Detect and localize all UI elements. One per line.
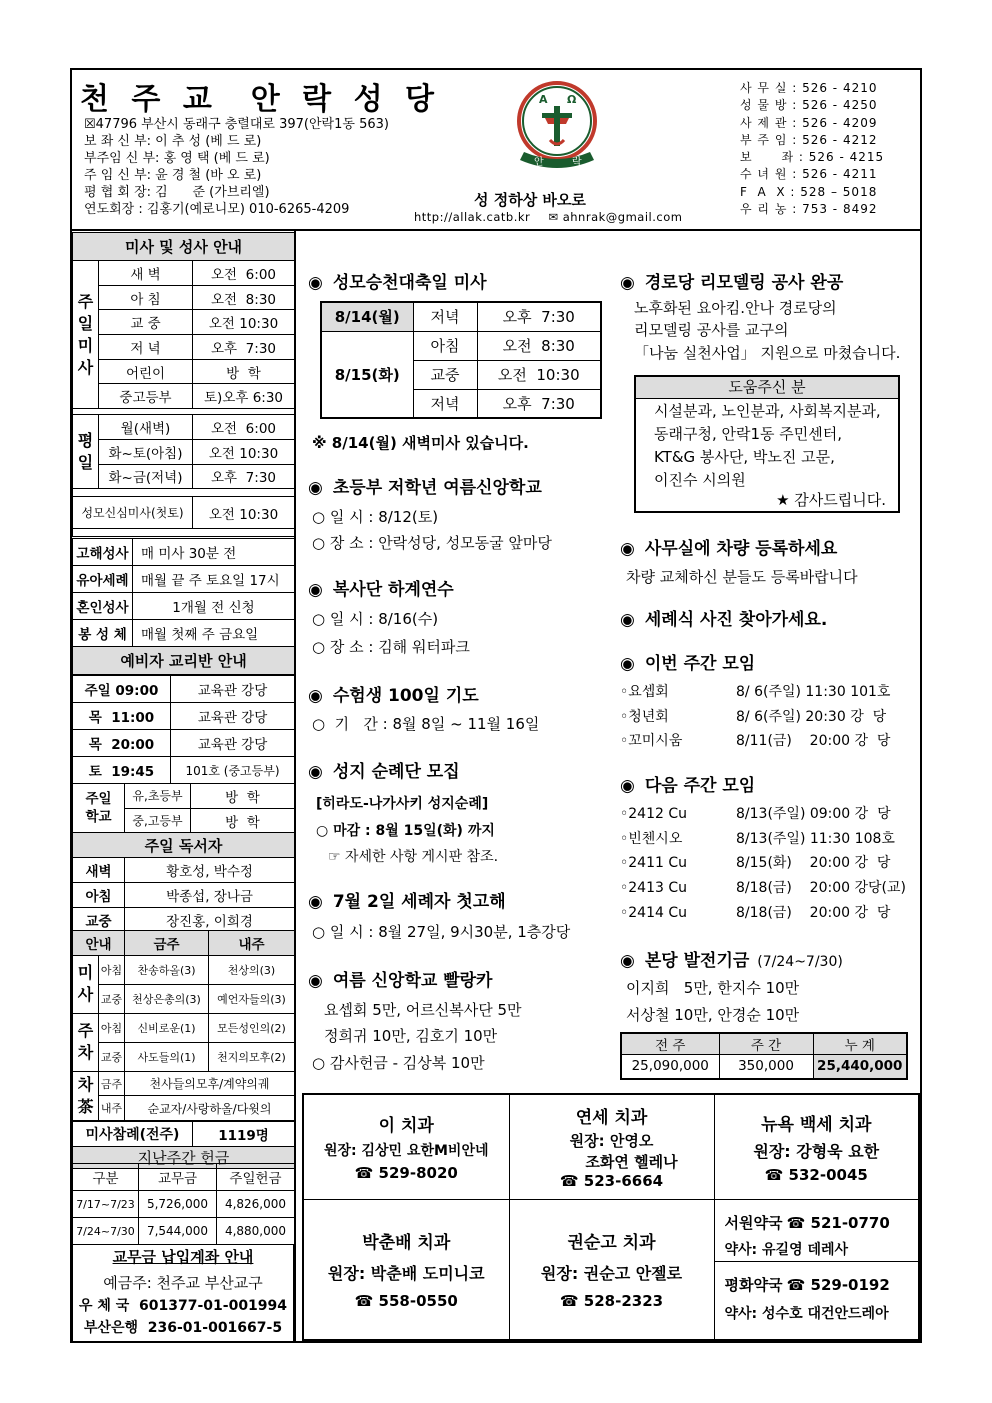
weekday-mass-name: 화~토(아침) (99, 439, 193, 464)
guide-mass: 아침 (99, 1013, 125, 1042)
meeting-group: ◦청년회 (620, 708, 669, 725)
sunday-mass-name: 교 중 (99, 310, 193, 335)
pastor-priest: 주 임 신 부: 윤 경 철 (바 오 로) (84, 168, 262, 183)
ads-grid (302, 1093, 920, 1341)
fund-prev: 25,090,000 (621, 1055, 719, 1079)
parish-logo (510, 76, 604, 180)
offering-sunday: 4,826,000 (217, 1191, 295, 1218)
school-group: 중,고등부 (125, 808, 191, 833)
fund-head: 누 계 (813, 1033, 907, 1055)
bullet-icon: ◉ (620, 654, 635, 674)
helpers-thanks: ★ 감사드립니다. (776, 491, 886, 509)
offering-period: 7/17~7/23 (73, 1191, 139, 1218)
helpers-title: 도움주신 분 (636, 377, 898, 399)
assumption-time: 오후 7:30 (477, 389, 601, 418)
account-box (72, 1245, 294, 1341)
assumption-time: 오전 10:30 (477, 360, 601, 389)
guide-mass: 교중 (99, 1042, 125, 1071)
vice-priest: 부주임 신 부: 홍 영 택 (베 드 로) (84, 151, 270, 166)
dev-fund-line: 서상철 10만, 안경순 10만 (626, 1006, 800, 1024)
offering-period: 7/24~7/30 (73, 1218, 139, 1245)
section-baptism-photo: ◉ 세례식 사진 찾아가세요. (620, 610, 828, 630)
fund-week: 350,000 (719, 1055, 813, 1079)
bullet-icon: ◉ (308, 892, 323, 912)
catechumen-time: 토 19:45 (73, 757, 171, 784)
assumption-date: 8/14(월) (321, 302, 413, 331)
sacrament-name: 혼인성사 (73, 593, 133, 620)
attendance-count: 1119명 (193, 1122, 295, 1147)
guide-hymn: 예언자들의(3) (209, 984, 295, 1013)
dev-fund-line: 이지희 5만, 한지수 10만 (626, 979, 800, 997)
phone-farm: 우 리 농 : 753 - 8492 (740, 202, 878, 217)
offering-table (72, 1163, 295, 1245)
parish-title: 천 주 교 안 락 성 당 (80, 82, 440, 117)
altar-place: ○ 장 소 : 김해 워터파크 (312, 638, 470, 656)
header-info (84, 116, 389, 218)
reader-mass: 새벽 (73, 858, 125, 883)
helper-line: 이진수 시의원 (654, 471, 746, 489)
account-bank: 부산은행 236-01-001667-5 (83, 1320, 283, 1336)
assumption-mass: 저녁 (413, 302, 477, 331)
guide-week: 내주 (99, 1096, 125, 1121)
guide-hymn: 천상의(3) (209, 955, 295, 984)
helper-line: KT&G 봉사단, 박노진 고문, (654, 448, 835, 466)
dev-fund-period: (7/24~7/30) (757, 954, 843, 970)
phone-fax: F A X : 528 – 5018 (740, 184, 878, 199)
sacrament-info: 1개월 전 신청 (133, 593, 295, 620)
heart-mass-time: 오전 10:30 (193, 497, 295, 529)
meeting-time: 8/15(화) 20:00 강 당 (736, 855, 891, 872)
attendance-label: 미사참례(전주) (73, 1122, 193, 1147)
patron-name: 성 정하상 바오로 (474, 191, 586, 209)
meeting-time: 8/13(주일) 09:00 강 당 (736, 806, 891, 822)
bullet-icon: ◉ (308, 686, 323, 706)
sacrament-info: 매 미사 30분 전 (133, 539, 295, 566)
assumption-date: 8/15(화) (321, 331, 413, 418)
sacrament-name: 고해성사 (73, 539, 133, 566)
meeting-group: ◦꼬미시움 (620, 733, 683, 749)
guide-tea: 천사들의모후/계약의궤 (125, 1071, 295, 1096)
school-status: 방 학 (191, 808, 295, 833)
phone-rectory: 사 제 관 : 526 - 4209 (740, 115, 878, 130)
helper-line: 시설분과, 노인분과, 사회복지분과, (654, 402, 881, 420)
catechumen-place: 교육관 강당 (171, 703, 295, 730)
exam-prayer-period: ○ 기 간 : 8월 8일 ~ 11월 16일 (312, 715, 540, 733)
offering-dues: 7,544,000 (139, 1218, 217, 1245)
reader-mass: 아침 (73, 883, 125, 908)
fund-head: 전 주 (621, 1033, 719, 1055)
assumption-mass: 교중 (413, 360, 477, 389)
remodel-line: 노후화된 요아킴.안나 경로당의 (634, 299, 837, 317)
header-divider (70, 229, 922, 231)
pilgrimage-route: [히라도-나가사키 성지순례] (316, 796, 489, 812)
guide-head: 안내 (73, 931, 125, 956)
column-divider (294, 231, 296, 1342)
catechumen-place: 교육관 강당 (171, 676, 295, 703)
section-first-confession: ◉ 7월 2일 세례자 첫고해 (308, 892, 506, 912)
summer-school-date: ○ 일 시 : 8/12(토) (312, 508, 439, 526)
guide-mass: 아침 (99, 955, 125, 984)
pilgrimage-deadline: ○ 마감 : 8월 15일(화) 까지 (316, 823, 495, 839)
guide-tea: 순교자/사랑하올/다윗의 (125, 1096, 295, 1121)
bullet-icon: ◉ (308, 762, 323, 782)
account-title: 교무금 납입계좌 안내 (112, 1248, 254, 1266)
meeting-time: 8/18(금) 20:00 강당(교) (736, 880, 906, 897)
catechumen-time: 목 20:00 (73, 730, 171, 757)
meeting-time: 8/ 6(주일) 20:30 강 당 (736, 708, 887, 725)
guide-next-week: 내주 (209, 931, 295, 956)
car-register-line: 차량 교체하신 분들도 등록바랍니다 (626, 568, 858, 586)
sunday-mass-time: 오전 10:30 (193, 310, 295, 335)
bullet-icon: ◉ (620, 776, 635, 796)
assumption-time: 오전 8:30 (477, 331, 601, 360)
assumption-mass: 저녁 (413, 389, 477, 418)
chuja-guide-label: 주 차 (73, 1013, 99, 1071)
offering-head: 주일헌금 (217, 1164, 295, 1191)
weekday-mass-name: 화~금(저녁) (99, 464, 193, 489)
catechumen-time: 목 11:00 (73, 703, 171, 730)
bullet-icon: ◉ (620, 610, 635, 630)
weekday-label: 평 일 (73, 415, 99, 489)
offering-sunday: 4,880,000 (217, 1218, 295, 1245)
first-confession-date: ○ 일 시 : 8월 27일, 9시30분, 1층강당 (312, 923, 571, 941)
sacrament-name: 유아세례 (73, 566, 133, 593)
weekday-mass-time: 오전 6:00 (193, 415, 295, 440)
meeting-group: ◦2411 Cu (620, 855, 687, 872)
section-pilgrimage: ◉ 성지 순례단 모집 (308, 762, 460, 782)
section-exam-prayer: ◉ 수험생 100일 기도 (308, 686, 479, 706)
assumption-note: ※ 8/14(월) 새벽미사 있습니다. (312, 434, 529, 452)
sacrament-name: 봉 성 체 (73, 620, 133, 647)
guide-hymn: 천상은총의(3) (125, 984, 209, 1013)
ad-dental-2: 연세 치과 원장: 안영오 조화연 헬레나 ☎ 523-6664 (509, 1094, 714, 1199)
section-car-register: ◉ 사무실에 차량 등록하세요 (620, 539, 838, 559)
youth-head: 연도회장 : 김홍기(예로니모) 010-6265-4209 (84, 202, 350, 217)
catechumen-title: 예비자 교리반 안내 (73, 647, 295, 675)
offering-dues: 5,726,000 (139, 1191, 217, 1218)
meeting-group: ◦요셉회 (620, 684, 669, 700)
phone-shop: 성 물 방 : 526 - 4250 (740, 98, 878, 113)
sacrament-info: 매월 끝 주 토요일 17시 (133, 566, 295, 593)
ad-dental-1: 이 치과 원장: 김상민 요한M비안네 ☎ 529-8020 (303, 1094, 509, 1199)
account-post: 우 체 국 601377-01-001994 (78, 1298, 288, 1314)
helper-line: 동래구청, 안락1동 주민센터, (654, 425, 843, 443)
next-week-list (620, 802, 906, 926)
school-group: 유,초등부 (125, 784, 191, 809)
meeting-group: ◦2412 Cu (620, 806, 687, 822)
meeting-group: ◦2413 Cu (620, 880, 687, 897)
council-head: 평 협 회 장: 김 준 (가브리엘) (84, 185, 270, 200)
section-summer-school: ◉ 초등부 저학년 여름신앙학교 (308, 478, 542, 498)
helpers-box (634, 375, 900, 513)
bullet-icon: ◉ (620, 951, 635, 971)
this-week-list (620, 680, 890, 754)
sunday-mass-time: 오전 6:00 (193, 261, 295, 286)
sunday-mass-time: 오후 7:30 (193, 335, 295, 360)
guide-mass: 교중 (99, 984, 125, 1013)
catechumen-table (72, 675, 295, 784)
reader-names: 장진홍, 이희경 (125, 908, 295, 933)
assumption-table (320, 301, 602, 419)
guide-hymn: 천지의모후(2) (209, 1042, 295, 1071)
assistant-priest: 보 좌 신 부: 이 추 성 (베 드 로) (84, 134, 262, 149)
phone-vice: 부 주 임 : 526 - 4212 (740, 132, 878, 147)
attendance-table (72, 1121, 295, 1169)
ad-dental-3: 뉴욕 백세 치과 원장: 강형욱 요한 ☎ 532-0045 (714, 1094, 919, 1199)
altar-date: ○ 일 시 : 8/16(수) (312, 610, 439, 628)
assumption-mass: 아침 (413, 331, 477, 360)
bullet-icon: ◉ (620, 539, 635, 559)
sunday-mass-name: 어린이 (99, 359, 193, 384)
meeting-time: 8/13(주일) 11:30 108호 (736, 830, 895, 847)
logo-text-an: 안 (534, 157, 544, 168)
section-dev-fund: ◉ 본당 발전기금 (7/24~7/30) (620, 951, 843, 971)
guide-hymn: 모든성인의(2) (209, 1013, 295, 1042)
catechumen-place: 101호 (중고등부) (171, 757, 295, 784)
assumption-time: 오후 7:30 (477, 302, 601, 331)
mail-icon: ✉ (548, 210, 559, 224)
phone-office: 사 무 실 : 526 - 4210 (740, 81, 878, 95)
section-remodel: ◉ 경로당 리모델링 공사 완공 (620, 273, 844, 293)
guide-week: 금주 (99, 1071, 125, 1096)
reader-mass: 교중 (73, 908, 125, 933)
meeting-group: ◦2414 Cu (620, 904, 687, 921)
guide-hymn: 사도들의(1) (125, 1042, 209, 1071)
weekday-mass-time: 오전 10:30 (193, 439, 295, 464)
guide-this-week: 금주 (125, 931, 209, 956)
account-holder: 예금주: 천주교 부산교구 (103, 1274, 263, 1292)
dev-fund-table (620, 1032, 908, 1080)
phone-list (740, 80, 884, 218)
meeting-time: 8/ 6(주일) 11:30 101호 (736, 684, 891, 700)
sacrament-table (72, 538, 295, 675)
phone-convent: 수 녀 원 : 526 - 4211 (740, 167, 878, 182)
phone-assistant: 보 좌 : 526 - 4215 (740, 150, 885, 165)
catechumen-place: 교육관 강당 (171, 730, 295, 757)
section-this-week: ◉ 이번 주간 모임 (620, 654, 756, 674)
bullet-icon: ◉ (620, 273, 635, 293)
palanca-line: 요셉회 5만, 어르신복사단 5만 (324, 1001, 522, 1019)
sunday-mass-name: 중고등부 (99, 384, 193, 409)
ad-dental-4: 박춘배 치과 원장: 박춘배 도미니코 ☎ 558-0550 (303, 1199, 509, 1340)
palanca-thanks: ○ 감사헌금 - 김상복 10만 (312, 1054, 485, 1072)
offering-head: 구분 (73, 1164, 139, 1191)
meeting-time: 8/11(금) 20:00 강 당 (736, 733, 891, 749)
palanca-line: 정희귀 10만, 김호기 10만 (324, 1027, 498, 1045)
reader-names: 황호성, 박수정 (125, 858, 295, 883)
logo-letter-a: A (539, 93, 548, 106)
reader-names: 박종섭, 장나금 (125, 883, 295, 908)
weekday-mass-time: 오후 7:30 (193, 464, 295, 489)
ad-dental-5: 권순고 치과 원장: 권순고 안젤로 ☎ 528-2323 (509, 1199, 714, 1340)
tea-guide-label: 차 茶 (73, 1071, 99, 1120)
website-link[interactable]: http://allak.catb.kr (414, 210, 531, 224)
bullet-icon: ◉ (308, 971, 323, 991)
fund-total: 25,440,000 (813, 1055, 907, 1079)
contact-links (414, 210, 682, 224)
sacrament-info: 매월 첫째 주 금요일 (133, 620, 295, 647)
remodel-line: 「나눔 실천사업」 지원으로 마쳤습니다. (634, 344, 901, 362)
offering-head: 교무금 (139, 1164, 217, 1191)
fund-head: 주 간 (719, 1033, 813, 1055)
email-link[interactable]: ahnrak@gmail.com (562, 210, 683, 224)
readers-title: 주일 독서자 (73, 833, 295, 858)
bullet-icon: ◉ (308, 580, 323, 600)
logo-letter-omega: Ω (567, 93, 577, 106)
offering-title: 지난주간 헌금 (73, 1146, 295, 1168)
section-altar-servers: ◉ 복사단 하계연수 (308, 580, 454, 600)
sunday-label: 주 일 미 사 (73, 261, 99, 409)
bullet-icon: ◉ (308, 478, 323, 498)
meeting-group: ◦빈첸시오 (620, 830, 683, 847)
sunday-mass-name: 아 침 (99, 285, 193, 310)
meeting-time: 8/18(금) 20:00 강 당 (736, 904, 891, 921)
sunday-mass-time: 토)오후 6:30 (193, 384, 295, 409)
school-label: 주일 학교 (73, 784, 125, 833)
mass-guide-label: 미 사 (73, 955, 99, 1013)
address: ☒47796 부산시 동래구 충렬대로 397(안락1동 563) (84, 117, 389, 132)
sunday-mass-time: 오전 8:30 (193, 285, 295, 310)
readers-table (72, 857, 295, 933)
summer-school-place: ○ 장 소 : 안락성당, 성모동굴 앞마당 (312, 534, 552, 552)
remodel-line: 리모델링 공사를 교구의 (634, 321, 789, 339)
school-status: 방 학 (191, 784, 295, 809)
hymn-guide-table (72, 930, 295, 1121)
catechumen-time: 주일 09:00 (73, 676, 171, 703)
guide-hymn: 신비로운(1) (125, 1013, 209, 1042)
sunday-school-table (72, 783, 295, 858)
heart-mass-name: 성모신심미사(첫토) (73, 497, 193, 529)
weekday-mass-name: 월(새벽) (99, 415, 193, 440)
mass-schedule-table (72, 232, 295, 537)
ad-pharmacies: 서원약국 ☎ 521-0770 약사: 유길영 데레사 평화약국 ☎ 529-0192 약사: 성수호 대건안드레아 (714, 1199, 919, 1340)
pilgrimage-note: ☞ 자세한 사항 게시판 참조. (328, 849, 499, 865)
section-assumption: ◉ 성모승천대축일 미사 (308, 273, 487, 293)
sunday-mass-name: 새 벽 (99, 261, 193, 286)
sunday-mass-time: 방 학 (193, 359, 295, 384)
guide-hymn: 찬송하올(3) (125, 955, 209, 984)
mass-title: 미사 및 성사 안내 (73, 233, 295, 261)
section-palanca: ◉ 여름 신앙학교 빨랑카 (308, 971, 493, 991)
logo-text-rak: 락 (572, 157, 582, 168)
bullet-icon: ◉ (308, 273, 323, 293)
section-next-week: ◉ 다음 주간 모임 (620, 776, 756, 796)
sunday-mass-name: 저 녁 (99, 335, 193, 360)
